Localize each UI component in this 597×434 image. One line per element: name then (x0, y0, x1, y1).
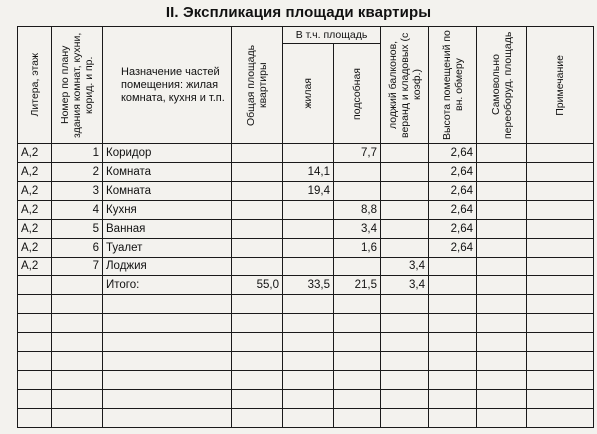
cell-room-number: 2 (52, 162, 103, 181)
cell-room-number (52, 352, 103, 371)
table-row (18, 295, 594, 314)
cell-height: 2,64 (429, 162, 477, 181)
cell-litera: А,2 (18, 144, 52, 163)
header-room-number: Номер по плану здания комнат, кухни, корид. и пр. (52, 27, 103, 144)
cell-unauthorized (477, 371, 527, 390)
cell-unauthorized (477, 408, 527, 427)
cell-note (527, 314, 594, 333)
cell-unauthorized (477, 352, 527, 371)
cell-litera (18, 352, 52, 371)
table-row (18, 238, 594, 257)
cell-auxiliary-area (334, 389, 381, 408)
cell-room-number (52, 408, 103, 427)
cell-auxiliary-area (334, 371, 381, 390)
cell-note (527, 295, 594, 314)
header-litera: Литера, этаж (18, 27, 52, 144)
cell-note (527, 371, 594, 390)
cell-loggia-area (381, 352, 429, 371)
cell-purpose: Комната (103, 181, 232, 200)
cell-height (429, 352, 477, 371)
cell-auxiliary-area: 7,7 (334, 144, 381, 163)
cell-auxiliary-area (334, 408, 381, 427)
cell-total-area (232, 162, 283, 181)
cell-auxiliary-area (334, 333, 381, 352)
cell-litera (18, 276, 52, 295)
cell-living-area (283, 371, 334, 390)
cell-unauthorized (477, 181, 527, 200)
cell-total-area (232, 333, 283, 352)
cell-litera: А,2 (18, 219, 52, 238)
cell-total-area (232, 314, 283, 333)
table-row (18, 257, 594, 276)
cell-unauthorized (477, 314, 527, 333)
cell-litera: А,2 (18, 238, 52, 257)
cell-litera: А,2 (18, 181, 52, 200)
table-row (18, 314, 594, 333)
cell-note (527, 144, 594, 163)
cell-litera (18, 389, 52, 408)
cell-living-area: 14,1 (283, 162, 334, 181)
cell-living-area (283, 408, 334, 427)
cell-height: 2,64 (429, 144, 477, 163)
cell-total-area: 55,0 (232, 276, 283, 295)
cell-room-number (52, 371, 103, 390)
cell-loggia-area: 3,4 (381, 276, 429, 295)
cell-unauthorized (477, 238, 527, 257)
table-row (18, 352, 594, 371)
cell-purpose (103, 408, 232, 427)
cell-living-area (283, 389, 334, 408)
cell-note (527, 200, 594, 219)
cell-living-area (283, 257, 334, 276)
cell-purpose (103, 314, 232, 333)
cell-purpose (103, 389, 232, 408)
header-height: Высота помещений по вн. обмеру (429, 27, 477, 144)
cell-loggia-area (381, 333, 429, 352)
cell-purpose: Кухня (103, 200, 232, 219)
cell-room-number (52, 295, 103, 314)
cell-litera (18, 371, 52, 390)
cell-loggia-area (381, 162, 429, 181)
cell-height (429, 371, 477, 390)
cell-room-number: 4 (52, 200, 103, 219)
cell-loggia-area (381, 295, 429, 314)
table-row (18, 200, 594, 219)
cell-room-number: 3 (52, 181, 103, 200)
cell-note (527, 333, 594, 352)
cell-room-number (52, 389, 103, 408)
table-row (18, 371, 594, 390)
cell-height (429, 257, 477, 276)
cell-total-area (232, 144, 283, 163)
cell-unauthorized (477, 144, 527, 163)
explication-table (17, 26, 594, 428)
cell-purpose: Коридор (103, 144, 232, 163)
cell-room-number (52, 314, 103, 333)
cell-total-area (232, 200, 283, 219)
cell-room-number (52, 333, 103, 352)
cell-litera: А,2 (18, 162, 52, 181)
cell-total-area (232, 389, 283, 408)
header-unauthorized-area: Самовольно переоборуд. площадь (477, 27, 527, 144)
cell-unauthorized (477, 162, 527, 181)
cell-purpose: Итого: (103, 276, 232, 295)
cell-auxiliary-area (334, 181, 381, 200)
cell-living-area: 19,4 (283, 181, 334, 200)
cell-note (527, 162, 594, 181)
cell-height: 2,64 (429, 181, 477, 200)
cell-purpose: Комната (103, 162, 232, 181)
cell-auxiliary-area (334, 314, 381, 333)
header-living: жилая (283, 44, 334, 144)
cell-auxiliary-area (334, 295, 381, 314)
cell-living-area (283, 219, 334, 238)
cell-total-area (232, 238, 283, 257)
cell-note (527, 219, 594, 238)
cell-living-area (283, 314, 334, 333)
cell-total-area (232, 257, 283, 276)
cell-loggia-area (381, 238, 429, 257)
cell-note (527, 181, 594, 200)
cell-total-area (232, 181, 283, 200)
cell-unauthorized (477, 257, 527, 276)
table-row (18, 181, 594, 200)
total-row (18, 276, 594, 295)
cell-litera (18, 295, 52, 314)
cell-loggia-area (381, 144, 429, 163)
header-auxiliary: подсобная (334, 44, 381, 144)
cell-note (527, 389, 594, 408)
cell-total-area (232, 371, 283, 390)
cell-height (429, 314, 477, 333)
cell-room-number: 7 (52, 257, 103, 276)
cell-loggia-area (381, 181, 429, 200)
cell-room-number: 5 (52, 219, 103, 238)
cell-loggia-area (381, 408, 429, 427)
cell-unauthorized (477, 389, 527, 408)
cell-unauthorized (477, 333, 527, 352)
cell-note (527, 408, 594, 427)
cell-auxiliary-area (334, 162, 381, 181)
cell-auxiliary-area (334, 352, 381, 371)
cell-purpose: Лоджия (103, 257, 232, 276)
cell-loggia-area (381, 200, 429, 219)
table-row (18, 389, 594, 408)
cell-purpose: Ванная (103, 219, 232, 238)
cell-height (429, 276, 477, 295)
table-row (18, 408, 594, 427)
cell-room-number: 6 (52, 238, 103, 257)
cell-total-area (232, 295, 283, 314)
cell-unauthorized (477, 219, 527, 238)
cell-living-area (283, 200, 334, 219)
cell-room-number: 1 (52, 144, 103, 163)
header-note: Примечание (527, 27, 594, 144)
cell-auxiliary-area: 21,5 (334, 276, 381, 295)
cell-note (527, 257, 594, 276)
cell-note (527, 352, 594, 371)
table-row (18, 333, 594, 352)
cell-height (429, 389, 477, 408)
cell-height: 2,64 (429, 219, 477, 238)
table-row (18, 144, 594, 163)
cell-loggia-area (381, 389, 429, 408)
cell-loggia-area (381, 219, 429, 238)
cell-purpose (103, 333, 232, 352)
cell-room-number (52, 276, 103, 295)
cell-height (429, 295, 477, 314)
cell-loggia-area: 3,4 (381, 257, 429, 276)
cell-note (527, 276, 594, 295)
cell-loggia-area (381, 314, 429, 333)
cell-height (429, 333, 477, 352)
cell-note (527, 238, 594, 257)
cell-living-area: 33,5 (283, 276, 334, 295)
cell-height: 2,64 (429, 238, 477, 257)
cell-loggia-area (381, 371, 429, 390)
header-total-area: Общая площадь квартиры (232, 27, 283, 144)
cell-unauthorized (477, 200, 527, 219)
cell-total-area (232, 408, 283, 427)
cell-height: 2,64 (429, 200, 477, 219)
cell-living-area (283, 295, 334, 314)
cell-auxiliary-area (334, 257, 381, 276)
header-loggia: лоджий балконов, веранд и кладовых (с коэф.) (381, 27, 429, 144)
table-row (18, 162, 594, 181)
cell-litera: А,2 (18, 200, 52, 219)
document-title: II. Экспликация площади квартиры (165, 4, 432, 21)
cell-auxiliary-area: 3,4 (334, 219, 381, 238)
cell-living-area (283, 352, 334, 371)
cell-living-area (283, 144, 334, 163)
cell-living-area (283, 238, 334, 257)
cell-unauthorized (477, 295, 527, 314)
cell-unauthorized (477, 276, 527, 295)
cell-auxiliary-area: 1,6 (334, 238, 381, 257)
cell-auxiliary-area: 8,8 (334, 200, 381, 219)
cell-litera: А,2 (18, 257, 52, 276)
cell-purpose (103, 295, 232, 314)
cell-purpose (103, 352, 232, 371)
cell-living-area (283, 333, 334, 352)
cell-total-area (232, 352, 283, 371)
cell-litera (18, 314, 52, 333)
cell-purpose (103, 371, 232, 390)
cell-total-area (232, 219, 283, 238)
header-purpose: Назначение частей помещения: жилая комната, кухня и т.п. (103, 27, 232, 144)
header-including-area: В т.ч. площадь (283, 27, 381, 44)
table-row (18, 219, 594, 238)
cell-litera (18, 333, 52, 352)
cell-height (429, 408, 477, 427)
cell-litera (18, 408, 52, 427)
cell-purpose: Туалет (103, 238, 232, 257)
